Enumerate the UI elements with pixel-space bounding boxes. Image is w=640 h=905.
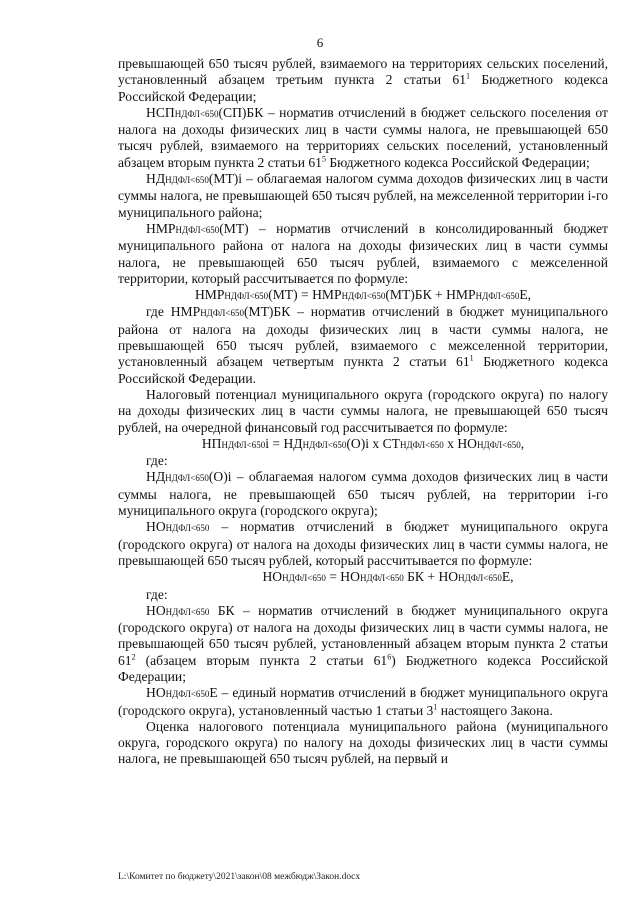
paragraph-nd-o-definition: НДНДФЛ<650(О)i – облагаемая налогом сумма доходов физических лиц в части суммы налога, не превышающей 650 тысяч рублей, на территории i-го муниципального округа (городского округа); — [118, 469, 608, 519]
paragraph-no-bk-definition: НОНДФЛ<650 БК – норматив отчислений в бюджет муниципального округа (городского округа) от налога на доходы физических лиц в части суммы налога, не превышающей 650 тысяч рублей, установленный абзацем вторым пункта 2 статьи $61^2$ (абзацем вторым пункта 2 статьи $61^6$) Бюджетного кодекса Российской Федерации; — [118, 602, 608, 684]
formula-no: НОНДФЛ<650 = НОНДФЛ<650 БК + НОНДФЛ<650Е, — [262, 569, 514, 585]
paragraph-assessment: Оценка налогового потенциала муниципального района (муниципального округа, городского округа) по налогу на доходы физических лиц в части суммы налога, не превышающей 650 тысяч рублей, на первый и — [118, 718, 608, 767]
paragraph-nmr-bk-definition: где НМРНДФЛ<650(МТ)БК – норматив отчислений в бюджет муниципального района от налога на доходы физических лиц в части суммы налога, не превышающей 650 тысяч рублей, взимаемого с межселенной территории, установленный абзацем четвертым пункта 2 статьи $61^1$ Бюджетного кодекса Российской Федерации. — [118, 304, 609, 386]
document-body — [118, 56, 608, 768]
formula-nmr: НМРНДФЛ<650(МТ) = НМРНДФЛ<650(МТ)БК + НМРНДФЛ<650Е, — [194, 287, 532, 303]
paragraph-nd-mt-definition: НДНДФЛ<650(МТ)i – облагаемая налогом сумма доходов физических лиц в части суммы налога, не превышающей 650 тысяч рублей, на межселенной территории i-го муниципального района; — [118, 171, 608, 220]
where-label-2: где: — [146, 586, 168, 602]
paragraph-no-e-definition: НОНДФЛ<650Е – единый норматив отчислений в бюджет муниципального округа (городского округа), установленный частью 1 статьи $3^1$ настоящего Закона. — [118, 685, 608, 718]
paragraph-1: превышающей 650 тысяч рублей, взимаемого на территориях сельских поселений, установленный абзацем третьим пункта 2 статьи $61^1$ Бюджетного кодекса Российской Федерации; — [118, 56, 608, 104]
formula-np: НПНДФЛ<650i = НДНДФЛ<650(О)i x СТНДФЛ<650 x НОНДФЛ<650, — [201, 435, 525, 451]
file-path-footer: L:\Комитет по бюджету\2021\закон\08 межбюдж\Закон.docx — [118, 872, 361, 882]
page-number: 6 — [316, 35, 324, 50]
paragraph-tax-potential: Налоговый потенциал муниципального округа (городского округа) по налогу на доходы физических лиц в части суммы налога, не превышающей 650 тысяч рублей, на очередной финансовый год рассчитывается по формуле: — [118, 386, 608, 435]
where-label-1: где: — [146, 453, 168, 469]
paragraph-nsp-definition: НСПНДФЛ<650(СП)БК – норматив отчислений в бюджет сельского поселения от налога на доходы физических лиц в части суммы налога, не превышающей 650 тысяч рублей, взимаемого на территориях сельских поселений, установленный абзацем вторым пункта 2 статьи $61^5$ Бюджетного кодекса Российской Федерации; — [118, 104, 608, 170]
paragraph-nmr-definition: НМРНДФЛ<650(МТ) – норматив отчислений в консолидированный бюджет муниципального района от налога на доходы физических лиц в части суммы налога, не превышающей 650 тысяч рублей, взимаемого с межселенной территории, который рассчитывается по формуле: — [118, 220, 608, 286]
paragraph-no-definition: НОНДФЛ<650 – норматив отчислений в бюджет муниципального округа (городского округа) от налога на доходы физических лиц в части суммы налога, не превышающей 650 тысяч рублей, который рассчитывается по формуле: — [118, 519, 608, 568]
